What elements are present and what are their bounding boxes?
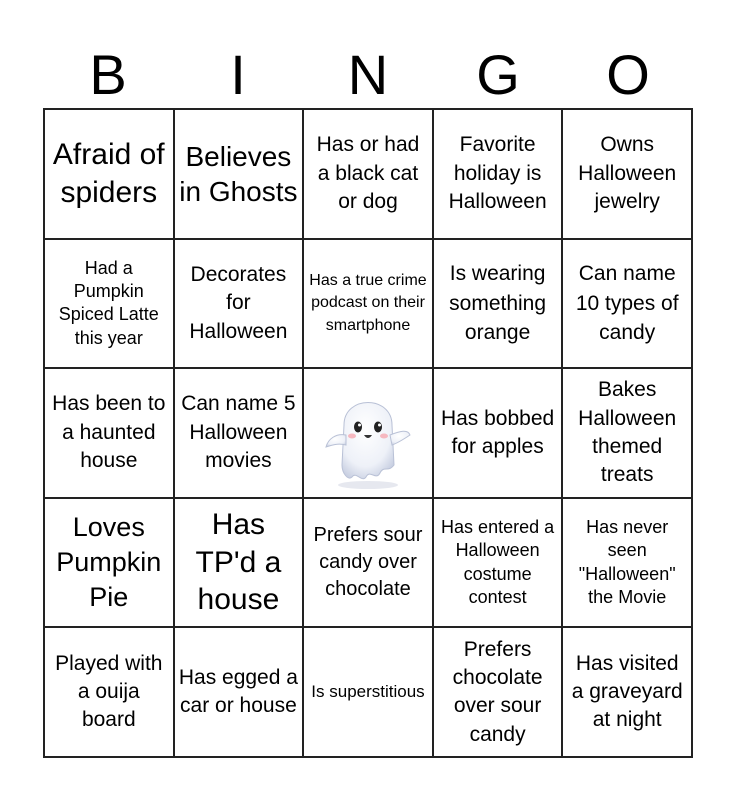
header-letter-i: I	[230, 43, 246, 106]
bingo-cell-g1[interactable]: Favorite holiday is Halloween	[433, 109, 563, 239]
bingo-cell-o5[interactable]: Has visited a graveyard at night	[562, 627, 692, 757]
bingo-cell-b3[interactable]: Has been to a haunted house	[44, 368, 174, 498]
bingo-cell-o3[interactable]: Bakes Halloween themed treats	[562, 368, 692, 498]
bingo-cell-b5[interactable]: Played with a ouija board	[44, 627, 174, 757]
header-letter-o: O	[606, 43, 650, 106]
bingo-cell-n4[interactable]: Prefers sour candy over chocolate	[303, 498, 433, 628]
bingo-cell-g5[interactable]: Prefers chocolate over sour candy	[433, 627, 563, 757]
bingo-cell-i5[interactable]: Has egged a car or house	[174, 627, 304, 757]
header-letter-n: N	[347, 43, 389, 106]
bingo-cell-g2[interactable]: Is wearing something orange	[433, 239, 563, 369]
bingo-cell-n5[interactable]: Is superstitious	[303, 627, 433, 757]
bingo-board	[43, 108, 693, 758]
bingo-cell-g4[interactable]: Has entered a Halloween costume contest	[433, 498, 563, 628]
bingo-cell-o1[interactable]: Owns Halloween jewelry	[562, 109, 692, 239]
bingo-cell-b1[interactable]: Afraid of spiders	[44, 109, 174, 239]
bingo-cell-i2[interactable]: Decorates for Halloween	[174, 239, 304, 369]
bingo-cell-b2[interactable]: Had a Pumpkin Spiced Latte this year	[44, 239, 174, 369]
bingo-cell-n2[interactable]: Has a true crime podcast on their smartphone	[303, 239, 433, 369]
bingo-cell-i3[interactable]: Can name 5 Halloween movies	[174, 368, 304, 498]
bingo-cell-n1[interactable]: Has or had a black cat or dog	[303, 109, 433, 239]
header-letter-g: G	[476, 43, 520, 106]
free-space-cell[interactable]	[303, 368, 433, 498]
bingo-cell-b4[interactable]: Loves Pumpkin Pie	[44, 498, 174, 628]
bingo-cell-i4[interactable]: Has TP'd a house	[174, 498, 304, 628]
bingo-cell-o2[interactable]: Can name 10 types of candy	[562, 239, 692, 369]
bingo-header	[43, 42, 693, 108]
bingo-cell-o4[interactable]: Has never seen "Halloween" the Movie	[562, 498, 692, 628]
bingo-cell-i1[interactable]: Believes in Ghosts	[174, 109, 304, 239]
ghost-icon	[308, 373, 428, 493]
bingo-cell-g3[interactable]: Has bobbed for apples	[433, 368, 563, 498]
header-letter-b: B	[89, 43, 127, 106]
